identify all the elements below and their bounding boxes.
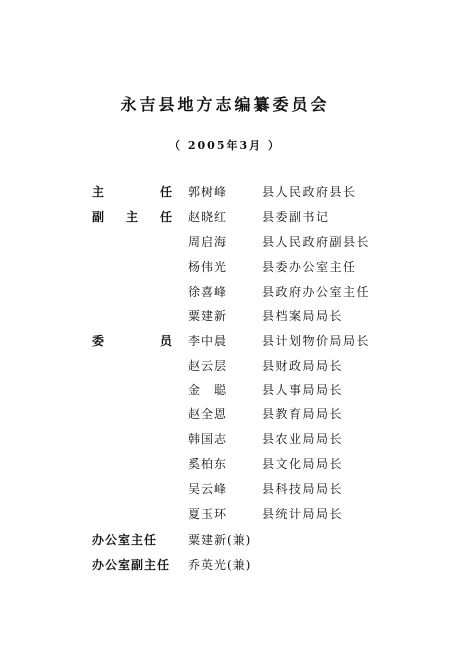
member-post: 县政府办公室主任 — [262, 285, 371, 299]
member-name: 杨伟光 — [188, 260, 228, 274]
role-label: 副主任 — [92, 210, 172, 224]
member-post: 县人事局局长 — [262, 383, 344, 397]
member-post: 县委副书记 — [262, 210, 330, 224]
member-name: 金 聪 — [188, 383, 228, 397]
member-post: 县人民政府副县长 — [262, 235, 371, 249]
office-name: 乔英光(兼) — [188, 558, 252, 572]
member-name: 奚柏东 — [188, 457, 228, 471]
member-name: 郭树峰 — [188, 185, 228, 199]
member-name: 夏玉环 — [188, 507, 228, 521]
member-name: 韩国志 — [188, 432, 228, 446]
member-row — [0, 282, 450, 302]
member-name: 粟建新 — [188, 309, 228, 323]
member-row — [0, 257, 450, 277]
member-name: 吴云峰 — [188, 482, 228, 496]
member-post: 县文化局局长 — [262, 457, 344, 471]
member-row — [0, 380, 450, 400]
member-post: 县委办公室主任 — [262, 260, 357, 274]
member-name: 徐喜峰 — [188, 285, 228, 299]
member-post: 县教育局局长 — [262, 407, 344, 421]
member-row — [0, 207, 450, 227]
role-label: 主 任 — [92, 185, 172, 199]
office-role-label: 办公室副主任 — [92, 558, 171, 572]
member-post: 县人民政府县长 — [262, 185, 357, 199]
document-date: （ 2005年3月 ） — [169, 139, 281, 152]
member-post: 县计划物价局局长 — [262, 334, 371, 348]
member-post: 县科技局局长 — [262, 482, 344, 496]
member-row — [0, 331, 450, 351]
office-name: 粟建新(兼) — [188, 533, 252, 547]
member-post: 县统计局局长 — [262, 507, 344, 521]
member-row — [0, 404, 450, 424]
member-row — [0, 182, 450, 202]
member-post: 县农业局局长 — [262, 432, 344, 446]
member-row — [0, 356, 450, 376]
office-row — [0, 555, 450, 575]
member-row — [0, 429, 450, 449]
member-name: 赵晓红 — [188, 210, 228, 224]
member-row — [0, 306, 450, 326]
role-label: 委 员 — [92, 334, 172, 348]
member-name: 李中晨 — [188, 334, 228, 348]
member-row — [0, 504, 450, 524]
member-row — [0, 454, 450, 474]
member-name: 赵全恩 — [188, 407, 228, 421]
member-post: 县档案局局长 — [262, 309, 344, 323]
document-title: 永吉县地方志编纂委员会 — [120, 95, 330, 114]
member-row — [0, 232, 450, 252]
member-name: 周启海 — [188, 235, 228, 249]
member-row — [0, 479, 450, 499]
office-row — [0, 530, 450, 550]
member-name: 赵云层 — [188, 359, 228, 373]
office-role-label: 办公室主任 — [92, 533, 158, 547]
member-post: 县财政局局长 — [262, 359, 344, 373]
